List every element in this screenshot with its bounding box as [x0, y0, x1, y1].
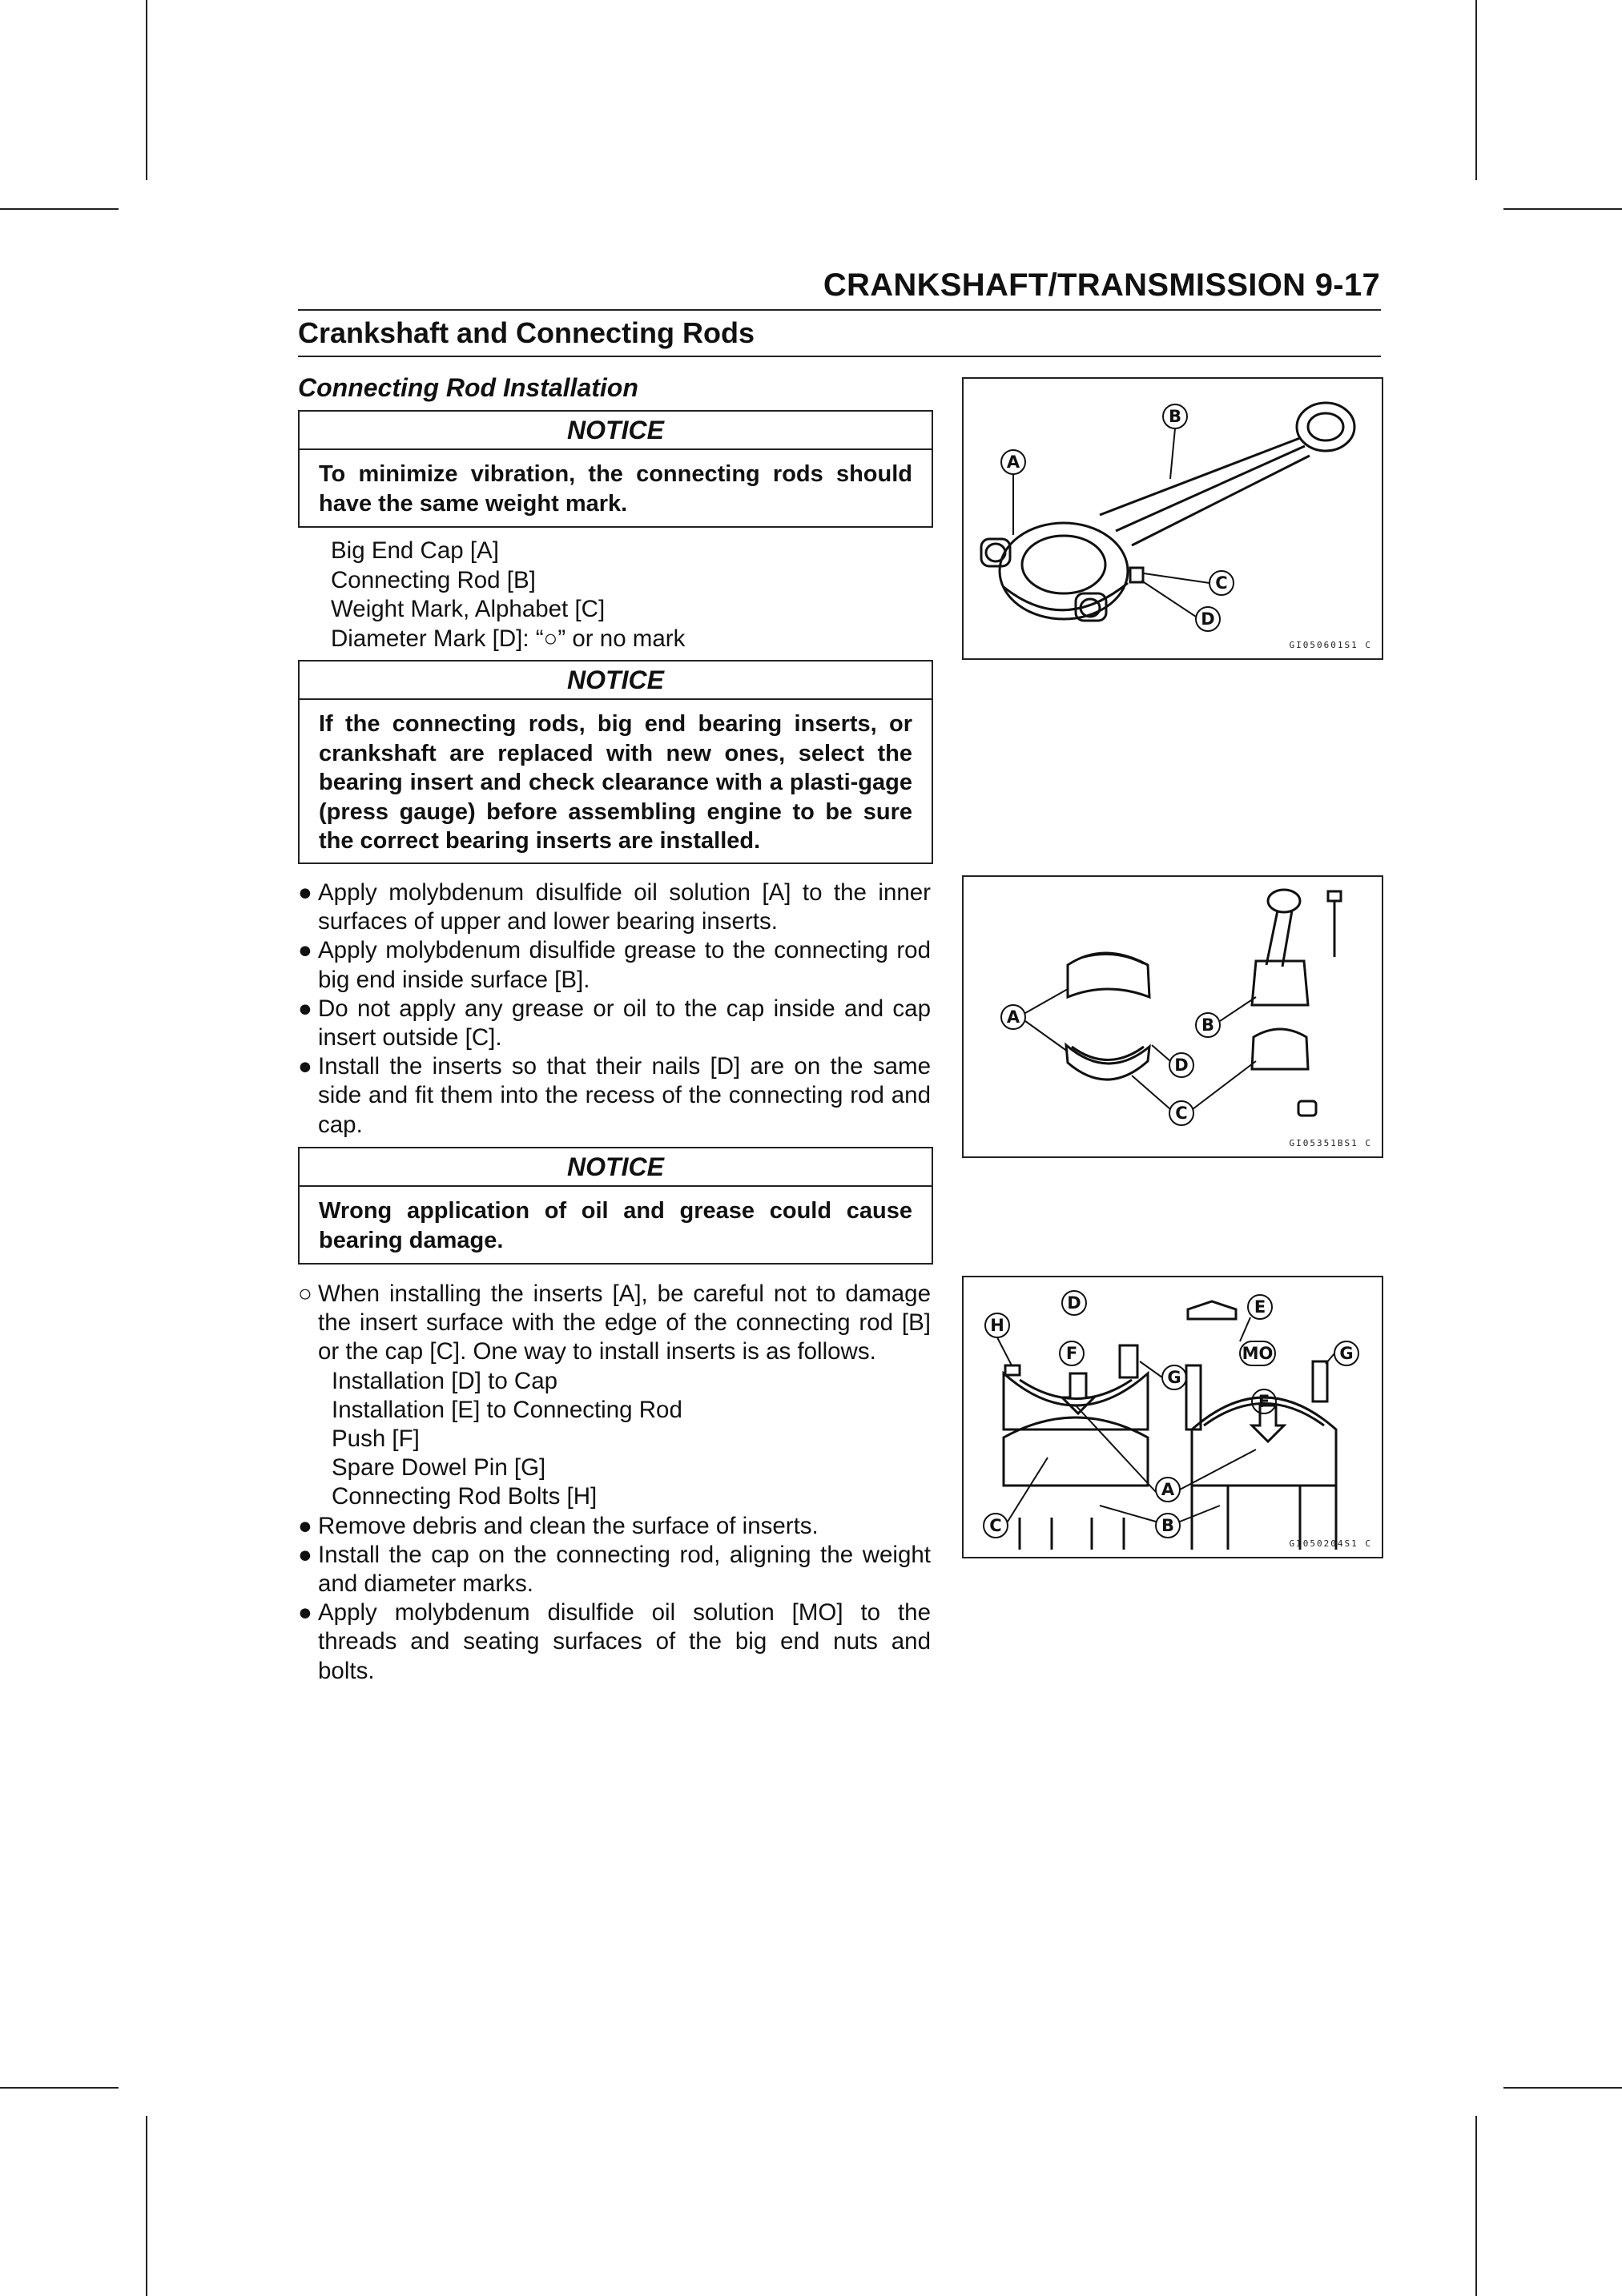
legend-item: Big End Cap [A] — [331, 537, 499, 564]
header-rule — [298, 309, 1381, 311]
figure-label: MO — [1242, 1344, 1274, 1363]
list-item-text: Install the cap on the connecting rod, aligning the weight and diameter marks. — [318, 1541, 931, 1598]
figure-label: C — [989, 1516, 1002, 1535]
figure-label: B — [1201, 1015, 1215, 1035]
figure-bearing-inserts — [962, 875, 1383, 1158]
figure-label: D — [1174, 1056, 1189, 1075]
crop-mark — [1503, 208, 1622, 210]
crop-mark — [1503, 2087, 1622, 2089]
instruction-list — [298, 879, 931, 1140]
page-header-title: CRANKSHAFT/TRANSMISSION 9-17 — [823, 267, 1380, 303]
list-item-text: Remove debris and clean the surface of inserts. — [318, 1512, 819, 1539]
list-item-text: Apply molybdenum disulfide oil solution [A] to the inner surfaces of upper and lower bearing inserts. — [318, 879, 931, 935]
instruction-list — [298, 1280, 931, 1686]
connecting-rod-illustration — [964, 379, 1382, 658]
figure-connecting-rod — [962, 377, 1383, 660]
figure-label: G — [1339, 1344, 1354, 1363]
bullet-marker: ● — [298, 1053, 312, 1080]
bullet-marker: ● — [298, 879, 312, 906]
figure-label: A — [1161, 1480, 1175, 1499]
legend-item: Installation [E] to Connecting Rod — [332, 1396, 682, 1423]
notice-box — [298, 1147, 933, 1265]
list-item — [298, 936, 931, 994]
figure-code: GI05351BS1 C — [1289, 1138, 1372, 1148]
list-item-text: When installing the inserts [A], be careful not to damage the insert surface with the edge of the connecting rod [B] or the cap [C]. One way to install inserts is as follows. — [318, 1281, 931, 1365]
list-item — [298, 879, 931, 936]
notice-text: To minimize vibration, the connecting rods should have the same weight mark. — [319, 461, 912, 517]
crop-mark — [146, 2116, 147, 2296]
crop-mark — [0, 2087, 119, 2089]
legend-list — [298, 1367, 931, 1512]
legend-item: Push [F] — [332, 1425, 420, 1453]
legend-item: Spare Dowel Pin [G] — [332, 1454, 546, 1482]
list-item — [298, 1052, 931, 1140]
section-title: Crankshaft and Connecting Rods — [298, 316, 755, 349]
bullet-marker: ● — [298, 995, 312, 1022]
notice-text: Wrong application of oil and grease could cause bearing damage. — [319, 1198, 912, 1253]
list-item-text: Apply molybdenum disulfide oil solution [MO] to the threads and seating surfaces of the big end nuts and bolts. — [318, 1599, 931, 1684]
legend-item: Weight Mark, Alphabet [C] — [331, 596, 606, 622]
crop-mark — [1475, 0, 1477, 180]
legend-item: Connecting Rod [B] — [331, 566, 536, 593]
list-item — [298, 1541, 931, 1598]
bullet-marker: ● — [298, 1541, 312, 1568]
bullet-marker: ● — [298, 1599, 312, 1627]
figure-label: H — [990, 1316, 1004, 1335]
figure-label: E — [1254, 1297, 1266, 1317]
insert-installation-illustration — [964, 1277, 1382, 1557]
figure-label: D — [1067, 1293, 1081, 1313]
notice-heading: NOTICE — [300, 1148, 932, 1187]
crop-mark — [0, 208, 119, 210]
bearing-inserts-illustration — [964, 877, 1382, 1156]
legend-item: Installation [D] to Cap — [332, 1367, 558, 1394]
bullet-marker: ● — [298, 1512, 312, 1539]
figure-label: B — [1161, 1516, 1175, 1535]
notice-heading: NOTICE — [300, 661, 932, 700]
legend-list — [331, 537, 685, 653]
figure-label: G — [1167, 1368, 1181, 1387]
legend-item: Diameter Mark [D]: “○” or no mark — [331, 625, 686, 652]
figure-code: GI050204S1 C — [1289, 1538, 1372, 1549]
notice-box — [298, 660, 933, 864]
figure-callouts — [984, 1291, 1358, 1538]
section-rule — [298, 356, 1381, 357]
figure-callouts — [1001, 989, 1256, 1125]
notice-box — [298, 410, 933, 528]
bullet-marker: ● — [298, 937, 312, 964]
figure-code: GI050601S1 C — [1289, 640, 1372, 650]
figure-label: D — [1201, 609, 1215, 629]
figure-label: B — [1168, 407, 1182, 426]
list-item — [298, 995, 931, 1052]
open-marker: ○ — [298, 1281, 312, 1307]
figure-label: F — [1258, 1392, 1270, 1411]
figure-label: C — [1175, 1104, 1188, 1123]
list-item-text: Install the inserts so that their nails [D] are on the same side and fit them into the recess of the connecting rod and cap. — [318, 1053, 931, 1138]
list-item-text: Apply molybdenum disulfide grease to the connecting rod big end inside surface [B]. — [318, 937, 931, 993]
figure-label: A — [1006, 452, 1020, 472]
crop-mark — [1475, 2116, 1477, 2296]
subsection-title: Connecting Rod Installation — [298, 373, 638, 402]
notice-text: If the connecting rods, big end bearing inserts, or crankshaft are replaced with new ones, select the bearing insert and check clearance with a plasti-gage (press gauge) before assembling engine to be sure the correct bearing inserts are installed. — [319, 711, 912, 854]
figure-insert-installation — [962, 1276, 1383, 1558]
list-item — [298, 1512, 931, 1541]
list-item — [298, 1280, 931, 1367]
crop-mark — [146, 0, 147, 180]
notice-heading: NOTICE — [300, 412, 932, 450]
figure-label: A — [1006, 1007, 1020, 1027]
figure-label: C — [1215, 573, 1228, 593]
legend-item: Connecting Rod Bolts [H] — [332, 1483, 598, 1510]
list-item-text: Do not apply any grease or oil to the cap inside and cap insert outside [C]. — [318, 995, 931, 1051]
figure-label: F — [1065, 1344, 1078, 1363]
list-item — [298, 1598, 931, 1686]
